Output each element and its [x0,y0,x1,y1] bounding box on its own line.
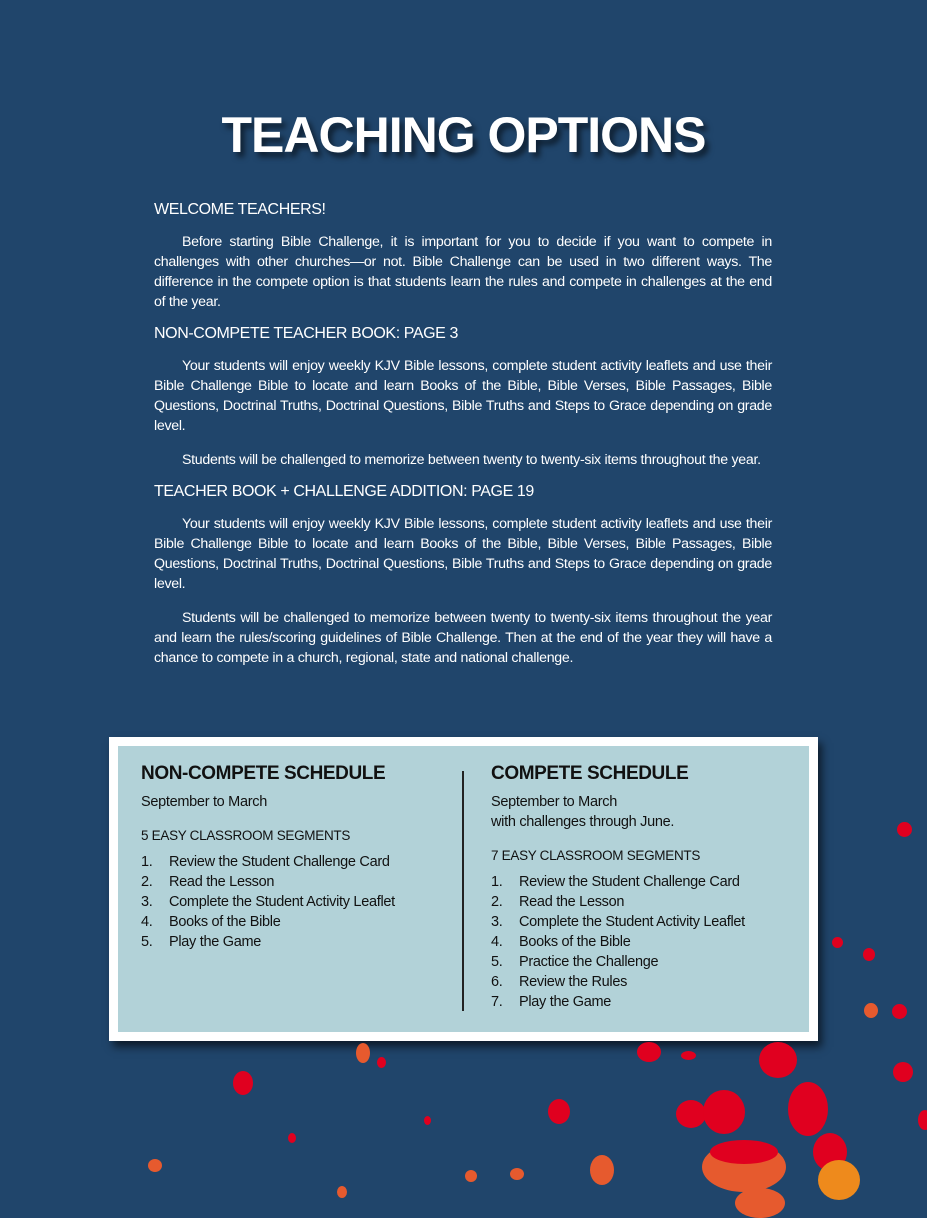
item-number: 5. [491,954,503,970]
intro-content [154,200,772,680]
splatter-dot [735,1188,785,1218]
list-item [141,932,451,952]
schedule-box [109,737,818,1041]
list-item [141,852,451,872]
item-number: 3. [141,894,153,910]
splatter-dot [832,937,843,948]
item-number: 4. [491,934,503,950]
item-number: 5. [141,934,153,950]
item-label: Review the Rules [519,974,628,990]
non-compete-period: September to March [141,794,267,810]
splatter-dot [897,822,912,837]
non-compete-schedule [141,764,451,952]
item-label: Play the Game [519,994,612,1010]
list-item [491,972,801,992]
non-compete-paragraph-2: Students will be challenged to memorize between twenty to twenty-six items throughout the year. [182,452,761,468]
splatter-dot [863,948,875,961]
welcome-paragraph: Before starting Bible Challenge, it is important for you to decide if you want to compete in challenges with other churches—or not. Bible Challenge can be used in two different ways. The difference in the compete option is that students learn the rules and compete in challenges at the end of the year. [154,234,772,310]
splatter-dot [759,1042,797,1078]
item-label: Review the Student Challenge Card [169,854,390,870]
compete-segments-label: 7 EASY CLASSROOM SEGMENTS [491,848,701,863]
splatter-dot [424,1116,431,1125]
item-number: 3. [491,914,503,930]
non-compete-paragraph-1: Your students will enjoy weekly KJV Bible lessons, complete student activity leaflets and use their Bible Challenge Bible to locate and learn Books of the Bible, Bible Verses, Bible Passages, Bible Questions, Doctrinal Truths, Doctrinal Questions, Bible Truths and Steps to Grace depending on grade level. [154,358,772,434]
splatter-dot [681,1051,696,1060]
splatter-dot [337,1186,347,1198]
splatter-dot [864,1003,878,1018]
item-label: Books of the Bible [519,934,631,950]
column-divider [462,771,464,1011]
item-label: Books of the Bible [169,914,281,930]
item-label: Complete the Student Activity Leaflet [519,914,745,930]
splatter-dot [465,1170,477,1182]
splatter-dot [510,1168,524,1180]
non-compete-segments-label: 5 EASY CLASSROOM SEGMENTS [141,828,351,843]
compete-segment-list [491,872,801,1012]
list-item [491,992,801,1012]
splatter-dot [788,1082,828,1136]
item-label: Read the Lesson [169,874,275,890]
splatter-dot [710,1140,778,1164]
compete-paragraph-1: Your students will enjoy weekly KJV Bible lessons, complete student activity leaflets and use their Bible Challenge Bible to locate and learn Books of the Bible, Bible Verses, Bible Passages, Bible Questions, Doctrinal Truths, Doctrinal Questions, Bible Truths and Steps to Grace depending on grade level. [154,516,772,592]
schedule-box-inner [118,746,809,1032]
item-label: Practice the Challenge [519,954,659,970]
splatter-dot [893,1062,913,1082]
splatter-dot [288,1133,296,1143]
item-number: 2. [141,874,153,890]
item-label: Play the Game [169,934,262,950]
section-heading-non-compete: NON-COMPETE TEACHER BOOK: PAGE 3 [154,325,458,342]
list-item [141,892,451,912]
splatter-dot [356,1043,370,1063]
list-item [141,872,451,892]
item-number: 7. [491,994,503,1010]
list-item [491,872,801,892]
list-item [491,932,801,952]
compete-paragraph-2: Students will be challenged to memorize between twenty to twenty-six items throughout the year and learn the rules/scoring guidelines of Bible Challenge. Then at the end of the year they will have a chance to compete in a church, regional, state and national challenge. [154,610,772,666]
compete-schedule-title: COMPETE SCHEDULE [491,763,689,784]
section-heading-welcome: WELCOME TEACHERS! [154,201,326,218]
item-number: 4. [141,914,153,930]
splatter-dot [637,1042,661,1062]
list-item [491,892,801,912]
splatter-dot [233,1071,253,1095]
list-item [491,952,801,972]
splatter-dot [590,1155,614,1185]
non-compete-schedule-title: NON-COMPETE SCHEDULE [141,763,386,784]
splatter-dot [148,1159,162,1172]
item-label: Complete the Student Activity Leaflet [169,894,395,910]
item-number: 1. [491,874,503,890]
splatter-dot [918,1110,927,1130]
section-heading-compete: TEACHER BOOK + CHALLENGE ADDITION: PAGE 19 [154,483,534,500]
splatter-dot [676,1100,706,1128]
compete-schedule [491,764,801,1012]
non-compete-segment-list [141,852,451,952]
splatter-dot [548,1099,570,1124]
splatter-dot [892,1004,907,1019]
splatter-dot [377,1057,386,1068]
list-item [491,912,801,932]
item-label: Read the Lesson [519,894,625,910]
compete-period: September to March [491,794,617,810]
compete-period-extra: with challenges through June. [491,814,675,830]
item-number: 1. [141,854,153,870]
item-number: 2. [491,894,503,910]
item-number: 6. [491,974,503,990]
splatter-dot [818,1160,860,1200]
splatter-dot [703,1090,745,1134]
page-title: TEACHING OPTIONS [221,107,706,163]
item-label: Review the Student Challenge Card [519,874,740,890]
list-item [141,912,451,932]
